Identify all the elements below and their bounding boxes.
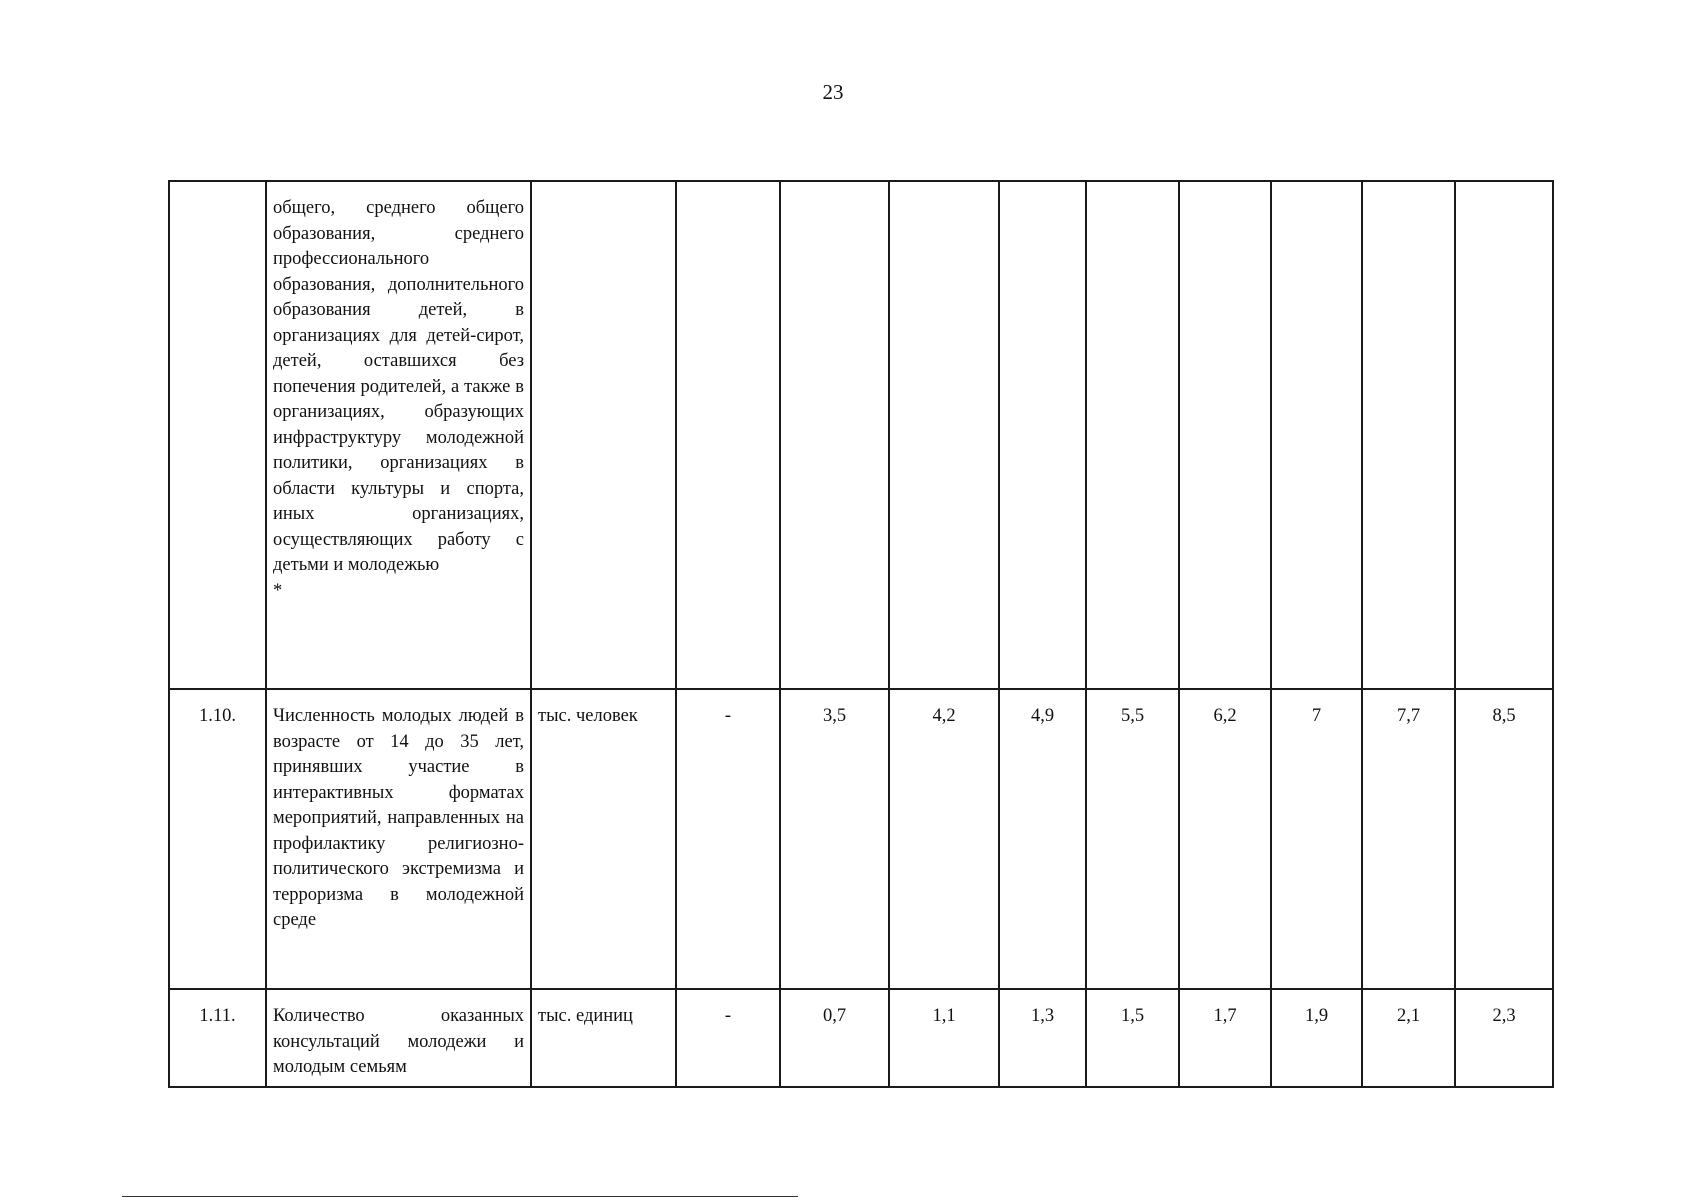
indicator-name (266, 989, 531, 1087)
base-value-cell: - (676, 689, 780, 989)
value-cell: 3,5 (780, 689, 889, 989)
value-cell: 0,7 (780, 989, 889, 1087)
row-number (169, 181, 266, 689)
indicator-name-text: общего, среднего общего образования, среднего профессионального образования, дополнительного образования детей, в организациях для детей-сирот, детей, оставшихся без попечения родителей, а также в организациях, образующих инфраструктуру молодежной политики, организациях в области культуры и спорта, иных организациях, осуществляющих работу с детьми и молодежью (273, 198, 524, 575)
value-cell (1271, 181, 1362, 689)
unit-cell: тыс. единиц (531, 989, 676, 1087)
value-cell: 2,3 (1455, 989, 1553, 1087)
table-row (169, 181, 1553, 689)
indicator-name (266, 181, 531, 689)
value-cell: 2,1 (1362, 989, 1455, 1087)
value-cell: 6,2 (1179, 689, 1271, 989)
unit-cell: тыс. человек (531, 689, 676, 989)
indicator-name-text: Численность молодых людей в возрасте от 14 до 35 лет, принявших участие в интерактивных форматах мероприятий, направленных на профилактику религиозно-политического экстремизма и терроризма в молодежной среде (273, 706, 524, 930)
value-cell (999, 181, 1086, 689)
value-cell (780, 181, 889, 689)
row-number: 1.10. (169, 689, 266, 989)
value-cell: 7,7 (1362, 689, 1455, 989)
value-cell: 8,5 (1455, 689, 1553, 989)
value-cell: 4,9 (999, 689, 1086, 989)
value-cell: 1,9 (1271, 989, 1362, 1087)
value-cell (1455, 181, 1553, 689)
row-number: 1.11. (169, 989, 266, 1087)
value-cell (889, 181, 999, 689)
indicator-name-text: Количество оказанных консультаций молодежи и молодым семьям (273, 1006, 524, 1077)
indicator-name (266, 689, 531, 989)
value-cell: 1,7 (1179, 989, 1271, 1087)
value-cell: 1,5 (1086, 989, 1179, 1087)
table-row (169, 989, 1553, 1087)
base-value-cell: - (676, 989, 780, 1087)
value-cell (1362, 181, 1455, 689)
unit-cell (531, 181, 676, 689)
footnote-mark: * (273, 580, 283, 601)
value-cell (1179, 181, 1271, 689)
base-value-cell (676, 181, 780, 689)
value-cell: 4,2 (889, 689, 999, 989)
value-cell (1086, 181, 1179, 689)
value-cell: 7 (1271, 689, 1362, 989)
bottom-divider (122, 1196, 798, 1197)
indicators-table (168, 180, 1554, 1088)
table-row (169, 689, 1553, 989)
value-cell: 1,3 (999, 989, 1086, 1087)
page-number: 23 (822, 80, 844, 104)
value-cell: 5,5 (1086, 689, 1179, 989)
value-cell: 1,1 (889, 989, 999, 1087)
